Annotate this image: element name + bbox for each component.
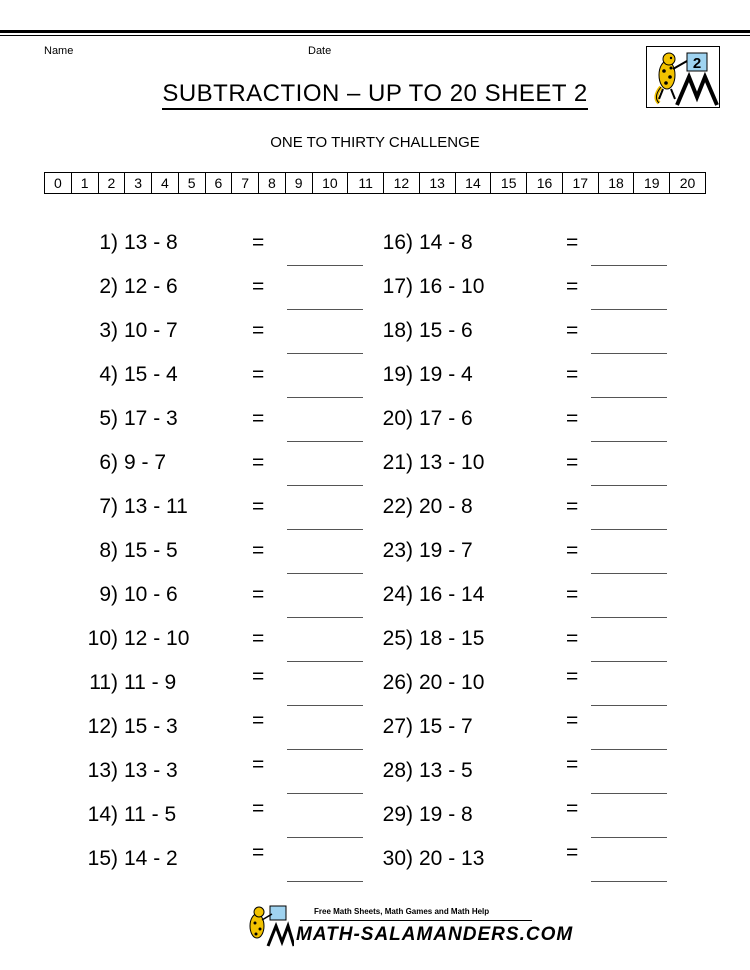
equals-sign: = — [252, 583, 265, 606]
equals-sign: = — [252, 275, 265, 298]
question-number: 25) — [382, 627, 413, 650]
question-expression: 15 - 3 — [124, 715, 178, 738]
number-line-cell: 8 — [259, 173, 286, 193]
answer-blank[interactable] — [287, 617, 363, 618]
number-line-cell: 11 — [348, 173, 384, 193]
number-line-cell: 17 — [563, 173, 599, 193]
question-expression: 11 - 9 — [124, 671, 177, 694]
equals-sign: = — [252, 363, 265, 386]
equals-sign: = — [566, 495, 579, 518]
equals-sign: = — [252, 841, 265, 864]
question-number: 29) — [382, 803, 413, 826]
number-line-cell: 14 — [456, 173, 492, 193]
equals-sign: = — [566, 231, 579, 254]
question-expression: 16 - 14 — [419, 583, 485, 606]
number-line-cell: 5 — [179, 173, 206, 193]
question-number: 28) — [382, 759, 413, 782]
answer-blank[interactable] — [591, 881, 667, 882]
question-expression: 13 - 11 — [124, 495, 188, 518]
answer-blank[interactable] — [591, 617, 667, 618]
question-number: 8) — [99, 539, 118, 562]
number-line-cell: 3 — [125, 173, 152, 193]
number-line-cell: 4 — [152, 173, 179, 193]
equals-sign: = — [252, 495, 265, 518]
answer-blank[interactable] — [591, 793, 667, 794]
question-number: 27) — [382, 715, 413, 738]
question-number: 26) — [382, 671, 413, 694]
equals-sign: = — [566, 841, 579, 864]
question-number: 21) — [382, 451, 413, 474]
question-expression: 17 - 3 — [124, 407, 178, 430]
answer-blank[interactable] — [287, 353, 363, 354]
equals-sign: = — [252, 539, 265, 562]
answer-blank[interactable] — [287, 441, 363, 442]
logo-number: 2 — [692, 55, 702, 72]
question-number: 7) — [99, 495, 118, 518]
question-expression: 15 - 4 — [124, 363, 178, 386]
top-rule-thin — [0, 35, 750, 36]
answer-blank[interactable] — [287, 705, 363, 706]
question-expression: 13 - 5 — [419, 759, 473, 782]
question-expression: 12 - 10 — [124, 627, 190, 650]
answer-blank[interactable] — [591, 705, 667, 706]
number-line-cell: 6 — [206, 173, 233, 193]
number-line-cell: 1 — [72, 173, 99, 193]
answer-blank[interactable] — [287, 397, 363, 398]
question-expression: 20 - 13 — [419, 847, 485, 870]
question-expression: 14 - 2 — [124, 847, 178, 870]
top-rule — [0, 30, 750, 33]
question-number: 19) — [382, 363, 413, 386]
page-title: SUBTRACTION – UP TO 20 SHEET 2 — [0, 80, 750, 108]
question-number: 2) — [99, 275, 118, 298]
equals-sign: = — [566, 363, 579, 386]
answer-blank[interactable] — [287, 265, 363, 266]
equals-sign: = — [566, 753, 579, 776]
question-expression: 10 - 7 — [124, 319, 178, 342]
equals-sign: = — [252, 407, 265, 430]
number-line-cell: 7 — [232, 173, 259, 193]
number-line-cell: 16 — [527, 173, 563, 193]
question-expression: 19 - 7 — [419, 539, 473, 562]
number-line-cell: 10 — [313, 173, 349, 193]
question-expression: 13 - 3 — [124, 759, 178, 782]
answer-blank[interactable] — [287, 309, 363, 310]
number-line-cell: 15 — [491, 173, 527, 193]
number-line-cell: 2 — [99, 173, 126, 193]
question-expression: 16 - 10 — [419, 275, 485, 298]
number-line-cell: 0 — [45, 173, 72, 193]
answer-blank[interactable] — [287, 881, 363, 882]
question-number: 24) — [382, 583, 413, 606]
question-expression: 19 - 4 — [419, 363, 473, 386]
question-expression: 15 - 7 — [419, 715, 473, 738]
equals-sign: = — [252, 319, 265, 342]
equals-sign: = — [252, 451, 265, 474]
question-expression: 12 - 6 — [124, 275, 178, 298]
question-number: 18) — [382, 319, 413, 342]
answer-blank[interactable] — [287, 661, 363, 662]
page-subtitle: ONE TO THIRTY CHALLENGE — [270, 134, 480, 151]
equals-sign: = — [252, 665, 265, 688]
answer-blank[interactable] — [287, 485, 363, 486]
footer-salamander-logo-icon — [244, 904, 294, 948]
answer-blank[interactable] — [591, 529, 667, 530]
question-number: 9) — [99, 583, 118, 606]
equals-sign: = — [566, 665, 579, 688]
answer-blank[interactable] — [287, 749, 363, 750]
question-number: 3) — [99, 319, 118, 342]
answer-blank[interactable] — [591, 661, 667, 662]
question-expression: 18 - 15 — [419, 627, 485, 650]
answer-blank[interactable] — [287, 573, 363, 574]
number-line-cell: 20 — [679, 175, 696, 191]
date-label: Date — [308, 45, 332, 57]
answer-blank[interactable] — [591, 353, 667, 354]
answer-blank[interactable] — [591, 441, 667, 442]
equals-sign: = — [566, 797, 579, 820]
footer-rule — [300, 920, 532, 921]
equals-sign: = — [566, 407, 579, 430]
answer-blank[interactable] — [591, 485, 667, 486]
answer-blank[interactable] — [591, 265, 667, 266]
equals-sign: = — [252, 627, 265, 650]
answer-blank[interactable] — [591, 573, 667, 574]
question-number: 12) — [87, 715, 118, 738]
question-number: 5) — [99, 407, 118, 430]
equals-sign: = — [252, 797, 265, 820]
number-line-cell: 9 — [286, 173, 313, 193]
equals-sign: = — [566, 627, 579, 650]
question-expression: 19 - 8 — [419, 803, 473, 826]
question-expression: 10 - 6 — [124, 583, 178, 606]
equals-sign: = — [566, 583, 579, 606]
question-expression: 14 - 8 — [419, 231, 473, 254]
question-number: 22) — [382, 495, 413, 518]
question-expression: 9 - 7 — [124, 451, 167, 474]
number-line — [44, 172, 706, 194]
question-number: 6) — [99, 451, 118, 474]
question-number: 17) — [382, 275, 413, 298]
question-number: 11) — [89, 671, 118, 694]
question-number: 10) — [87, 627, 118, 650]
question-expression: 15 - 5 — [124, 539, 178, 562]
question-number: 20) — [382, 407, 413, 430]
question-number: 16) — [382, 231, 413, 254]
question-expression: 13 - 10 — [419, 451, 485, 474]
name-label: Name — [44, 45, 74, 57]
question-expression: 15 - 6 — [419, 319, 473, 342]
answer-blank[interactable] — [591, 397, 667, 398]
answer-blank[interactable] — [591, 749, 667, 750]
question-number: 23) — [382, 539, 413, 562]
answer-blank[interactable] — [287, 529, 363, 530]
equals-sign: = — [252, 709, 265, 732]
equals-sign: = — [566, 709, 579, 732]
question-expression: 20 - 10 — [419, 671, 485, 694]
number-line-cell: 19 — [634, 173, 670, 193]
number-line-cell: 12 — [384, 173, 420, 193]
answer-blank[interactable] — [591, 309, 667, 310]
equals-sign: = — [252, 231, 265, 254]
question-number: 30) — [382, 847, 413, 870]
footer-site: MATH-SALAMANDERS.COM — [296, 924, 574, 945]
question-number: 14) — [87, 803, 118, 826]
question-expression: 11 - 5 — [124, 803, 177, 826]
question-number: 13) — [87, 759, 118, 782]
equals-sign: = — [566, 319, 579, 342]
question-expression: 20 - 8 — [419, 495, 473, 518]
answer-blank[interactable] — [287, 837, 363, 838]
footer-tagline: Free Math Sheets, Math Games and Math Help — [314, 907, 490, 916]
question-number: 1) — [99, 231, 118, 254]
question-number: 15) — [87, 847, 118, 870]
salamander-logo-icon — [646, 46, 720, 108]
question-expression: 13 - 8 — [124, 231, 178, 254]
equals-sign: = — [252, 753, 265, 776]
answer-blank[interactable] — [287, 793, 363, 794]
answer-blank[interactable] — [591, 837, 667, 838]
number-line-cell: 13 — [420, 173, 456, 193]
equals-sign: = — [566, 275, 579, 298]
number-line-cell: 18 — [599, 173, 635, 193]
equals-sign: = — [566, 451, 579, 474]
question-number: 4) — [99, 363, 118, 386]
equals-sign: = — [566, 539, 579, 562]
question-expression: 17 - 6 — [419, 407, 473, 430]
